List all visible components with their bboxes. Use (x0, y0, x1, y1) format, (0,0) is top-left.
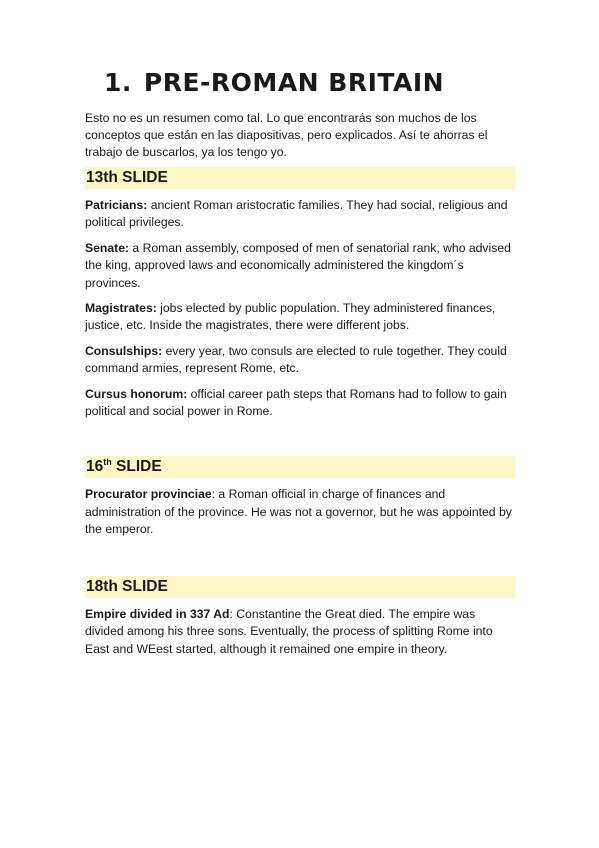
entry-cursus-honorum (85, 386, 515, 421)
entry-text: jobs elected by public population. They administered finances, justice, etc. Inside the magistrates, there were different jobs. (85, 301, 496, 333)
entry-senate (85, 240, 515, 292)
entry-procurator-provinciae (85, 486, 515, 538)
section-heading-label: SLIDE (111, 458, 162, 476)
entry-text: a Roman assembly, composed of men of senatorial rank, who advised the king, approved laws and economically administered the kingdom´s provinces. (85, 240, 511, 290)
entry-term: Magistrates: (85, 301, 157, 316)
entry-term: Consulships: (85, 343, 163, 358)
entry-term: Empire divided in 337 Ad (85, 606, 230, 621)
section-heading-ordinal: th (103, 457, 112, 468)
entry-text: : Constantine the Great died. The empire was divided among his three sons. Eventually, the process of splitting Rome into East and WEest started, although it remained one empire in theory. (85, 606, 493, 656)
title-number: 1. (104, 68, 132, 97)
entry-text: official career path steps that Romans had to follow to gain political and social power in Rome. (85, 386, 507, 419)
title-text: PRE-ROMAN BRITAIN (143, 68, 445, 97)
document-page (85, 66, 515, 658)
entry-term: Procurator provinciae (85, 487, 212, 502)
entry-text: every year, two consuls are elected to rule together. They could command armies, represent Rome, etc. (85, 343, 507, 376)
section-heading-18th: 18th SLIDE (85, 576, 515, 598)
entry-consulships (85, 343, 515, 378)
entry-text: ancient Roman aristocratic families. They had social, religious and political privileges. (85, 198, 508, 230)
intro-paragraph: Esto no es un resumen como tal. Lo que encontrarás son muchos de los conceptos que están en las diapositivas, pero explicados. Así te ahorras el trabajo de buscarlos, ya los tengo yo. (85, 111, 488, 159)
entry-patricians (85, 197, 515, 232)
section-heading-16th (85, 456, 515, 478)
entry-magistrates (85, 300, 515, 335)
entry-term: Senate: (85, 240, 130, 255)
section-heading-13th: 13th SLIDE (85, 167, 515, 189)
entry-empire-divided (85, 606, 515, 658)
page-title (104, 66, 515, 100)
entry-term: Patricians: (85, 198, 148, 212)
section-heading-number: 16 (86, 458, 104, 476)
entry-text: : a Roman official in charge of finances and administration of the province. He was not a governor, but he was appointed by the emperor. (85, 487, 512, 537)
entry-term: Cursus honorum: (85, 386, 188, 401)
